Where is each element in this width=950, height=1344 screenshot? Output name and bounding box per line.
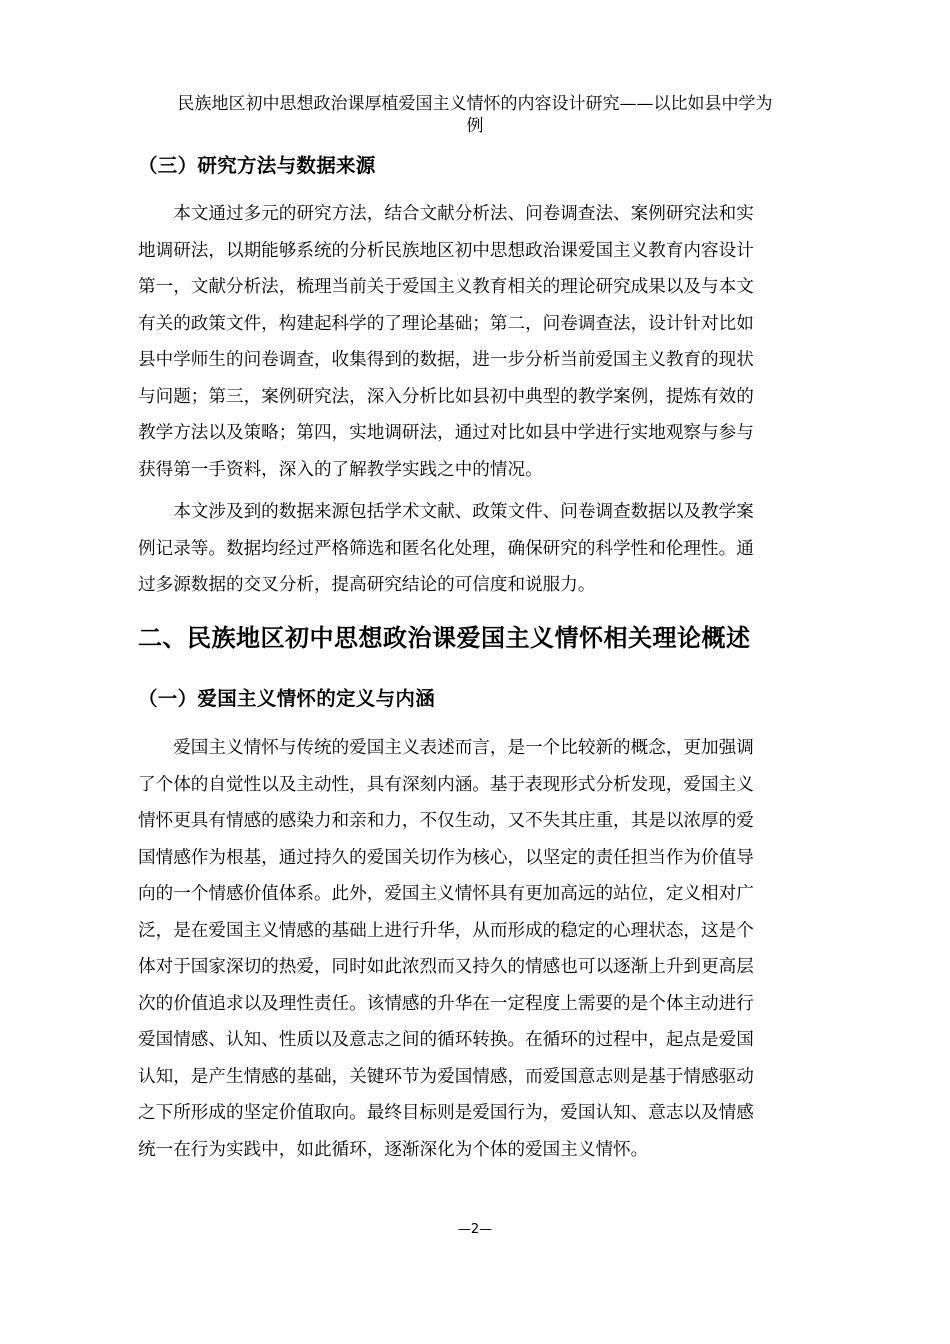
text-line: 过多源数据的交叉分析，提高研究结论的可信度和说服力。 xyxy=(138,575,596,595)
text-line: 教学方法以及策略；第四，实地调研法，通过对比如县中学进行实地观察与参与 xyxy=(138,423,754,443)
text-line: 认知，是产生情感的基础，关键环节为爱国情感，而爱国意志则是基于情感驱动 xyxy=(138,1066,754,1087)
page-number: —2— xyxy=(457,1222,493,1237)
text-line: 泛，是在爱国主义情感的基础上进行升华，从而形成的稳定的心理状态，这是个 xyxy=(138,920,754,941)
paragraph-data-sources xyxy=(138,494,810,604)
section-heading-research-methods: （三）研究方法与数据来源 xyxy=(138,154,376,177)
running-header-line: 民族地区初中思想政治课厚植爱国主义情怀的内容设计研究——以比如县中学为 xyxy=(177,94,773,114)
text-line: 体对于国家深切的热爱，同时如此浓烈而又持久的情感也可以逐渐上升到更高层 xyxy=(138,957,754,977)
text-line: 国情感作为根基，通过持久的爱国关切作为核心，以坚定的责任担当作为价值导 xyxy=(138,847,754,868)
text-line: 县中学师生的问卷调查，收集得到的数据，进一步分析当前爱国主义教育的现状 xyxy=(138,350,754,370)
paragraph-research-methods xyxy=(138,196,810,488)
text-line: 获得第一手资料，深入的了解教学实践之中的情况。 xyxy=(138,459,543,480)
text-line: 之下所形成的坚定价值取向。最终目标则是爱国行为，爱国认知、意志以及情感 xyxy=(138,1103,754,1123)
paragraph-definition xyxy=(138,730,810,1168)
text-line: 本文通过多元的研究方法，结合文献分析法、问卷调查法、案例研究法和实 xyxy=(138,204,754,224)
text-line: 情怀更具有情感的感染力和亲和力，不仅生动，又不失其庄重，其是以浓厚的爱 xyxy=(138,811,754,831)
text-line: 本文涉及到的数据来源包括学术文献、政策文件、问卷调查数据以及教学案 xyxy=(138,502,754,522)
text-line: 第一，文献分析法，梳理当前关于爱国主义教育相关的理论研究成果以及与本文 xyxy=(138,277,754,297)
running-header xyxy=(100,93,850,137)
text-line: 与问题；第三，案例研究法，深入分析比如县初中典型的教学案例，提炼有效的 xyxy=(138,386,754,407)
chapter-heading-theory-overview: 二、民族地区初中思想政治课爱国主义情怀相关理论概述 xyxy=(138,624,751,652)
text-line: 有关的政策文件，构建起科学的了理论基础；第二，问卷调查法，设计针对比如 xyxy=(138,313,754,334)
text-line: 例记录等。数据均经过严格筛选和匿名化处理，确保研究的科学性和伦理性。通 xyxy=(138,538,754,559)
text-line: 了个体的自觉性以及主动性，具有深刻内涵。基于表现形式分析发现，爱国主义 xyxy=(138,774,754,795)
text-line: 地调研法，以期能够系统的分析民族地区初中思想政治课爱国主义教育内容设计 xyxy=(138,240,754,261)
text-line: 爱国情感、认知、性质以及意志之间的循环转换。在循环的过程中，起点是爱国 xyxy=(138,1030,754,1050)
text-line: 爱国主义情怀与传统的爱国主义表述而言，是一个比较新的概念，更加强调 xyxy=(138,738,754,758)
running-header-line: 例 xyxy=(466,116,484,136)
text-line: 次的价值追求以及理性责任。该情感的升华在一定程度上需要的是个体主动进行 xyxy=(138,993,754,1014)
text-line: 向的一个情感价值体系。此外，爱国主义情怀具有更加高远的站位，定义相对广 xyxy=(138,884,754,904)
section-heading-definition: （一）爱国主义情怀的定义与内涵 xyxy=(138,687,436,710)
text-line: 统一在行为实践中，如此循环，逐渐深化为个体的爱国主义情怀。 xyxy=(138,1139,649,1160)
